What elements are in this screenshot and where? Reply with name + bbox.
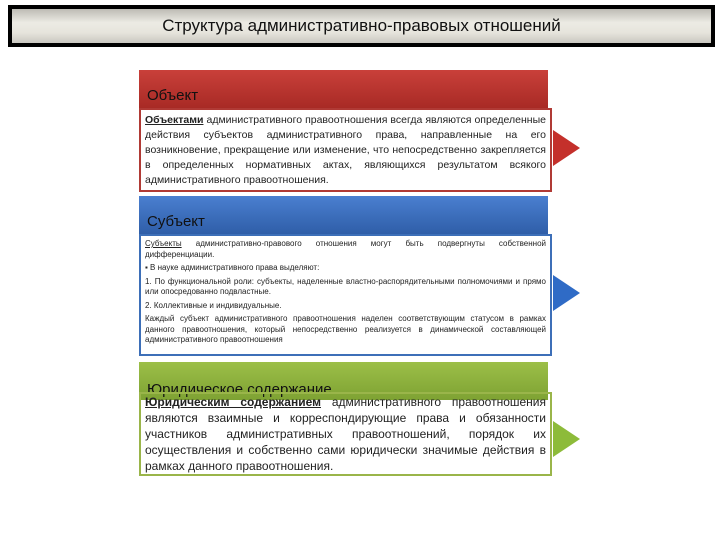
subject-p5: Каждый субъект административного правоотношения наделен соответствующим статусом в рамках данного правоотношения, который непосредственно реализуется в динамической составляющей административного правоотношения [145, 314, 546, 344]
content-heading: Юридическое содержание [147, 381, 332, 398]
subject-p4: 2. Коллективные и индивидуальные. [145, 300, 282, 310]
subject-arrow-icon [553, 275, 580, 311]
object-text-box [139, 108, 552, 192]
content-lead: Юридическим содержанием [145, 395, 321, 409]
subject-p3: 1. По функциональной роли: субъекты, наделенные властно-распорядительными полномочиями и прямо или опосредованно подвластные. [145, 276, 546, 296]
object-arrow-icon [553, 130, 580, 166]
subject-lead: Субъекты [145, 239, 182, 248]
subject-heading: Субъект [147, 213, 205, 230]
object-lead: Объектами [145, 114, 204, 126]
subject-text-box [139, 234, 552, 356]
object-text: административного правоотношения всегда являются определенные действия субъектов административного права, направленные на его возникновение, прекращение или изменение, что непосредственно закрепляется в определенных нормативных актах, являющихся результатом всякого административного правоотношения. [145, 114, 546, 186]
content-text: административного правоотношения являются взаимные и корреспондирующие права и обязанности участников административных правоотношений, порядок их осуществления и собственно сами юридически значимые действия в рамках данного правоотношения. [145, 395, 546, 473]
content-arrow-icon [553, 421, 580, 457]
object-header [139, 70, 548, 108]
object-heading: Объект [147, 87, 199, 104]
subject-header [139, 196, 548, 234]
content-text-box [139, 392, 552, 476]
subject-p2: ▪ В науке административного права выделяют: [145, 263, 320, 272]
subject-text: административно-правового отношения могут быть подвергнуты собственной дифференциации. [145, 239, 546, 259]
slide-title: Структура административно-правовых отношений [8, 5, 715, 47]
